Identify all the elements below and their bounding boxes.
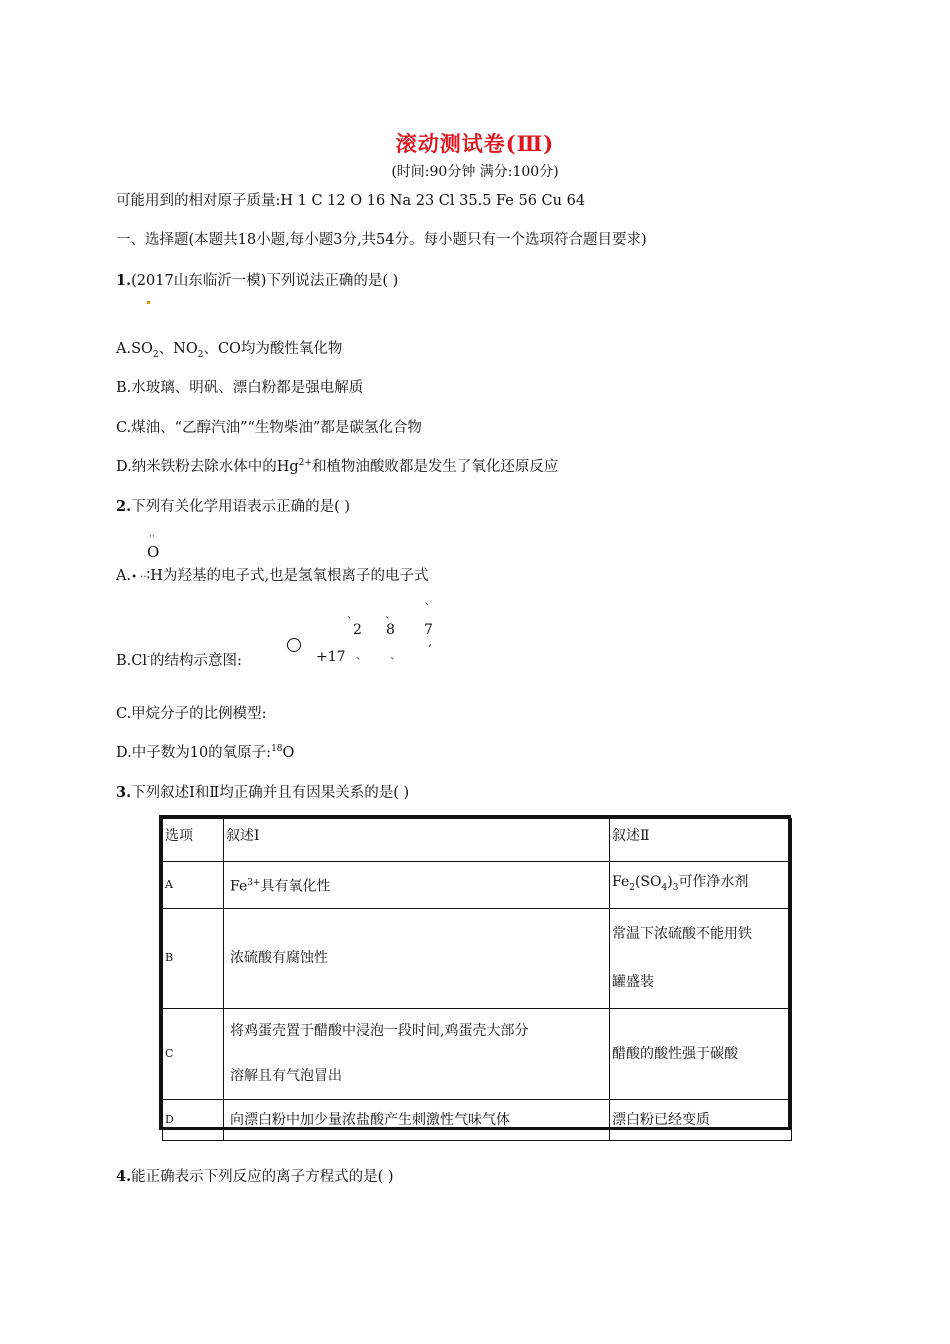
section-heading: 一、选择题(本题共18小题,每小题3分,共54分。每小题只有一个选项符合题目要求) <box>116 232 647 248</box>
question-stem: 能正确表示下列反应的离子方程式的是( ) <box>131 1169 394 1185</box>
q1-option-d: D.纳米铁粉去除水体中的$Hg^{2+}$和植物油酸败都是发生了氧化还原反应 <box>116 458 559 475</box>
q2-option-b: B.Cl-的结构示意图: <box>116 652 242 669</box>
q2-option-d: D.中子数为10的氧原子:$^{18}$O <box>116 744 295 761</box>
atomic-masses: 可能用到的相对原子质量:H 1 C 12 O 16 Na 23 Cl 35.5 Fe 56 Cu 64 <box>116 193 586 209</box>
row-label: D <box>163 1099 224 1140</box>
statement-1: $Fe^{3+}$具有氧化性 <box>224 862 610 909</box>
question-stem: 下列叙述Ⅰ和Ⅱ均正确并且有因果关系的是( ) <box>131 785 410 801</box>
question-3 <box>116 781 409 802</box>
nucleus-circle <box>287 638 301 652</box>
question-number: 1. <box>116 272 132 289</box>
q1-option-c: C.煤油、“乙醇汽油”“生物柴油”都是碳氢化合物 <box>116 420 422 436</box>
question-number: 2. <box>116 498 132 515</box>
statement-1: 浓硫酸有腐蚀性 <box>224 908 610 1008</box>
statement-1: 向漂白粉中加少量浓盐酸产生刺激性气味气体 <box>224 1099 610 1140</box>
q1-option-a: $A.SO_2$、$NO_2$、CO均为酸性氧化物 <box>116 341 343 360</box>
exam-info: (时间:90分钟 满分:100分) <box>391 164 559 180</box>
question-number: 3. <box>116 784 132 801</box>
oxygen-atom: O <box>147 543 160 561</box>
table-row <box>163 862 792 909</box>
table-row <box>163 908 792 1008</box>
row-label: C <box>163 1008 224 1099</box>
q2-option-a: A.• ··∶H为羟基的电子式,也是氢氧根离子的电子式 <box>116 568 429 584</box>
question-number: 4. <box>116 1168 132 1185</box>
statement-2: 常温下浓硫酸不能用铁 罐盛装 <box>610 908 792 1008</box>
q1-option-b: B.水玻璃、明矾、漂白粉都是强电解质 <box>116 380 364 396</box>
row-label: B <box>163 908 224 1008</box>
shell-2-electrons: 8 <box>386 622 395 638</box>
question-stem: (2017山东临沂一模)下列说法正确的是( ) <box>131 273 399 289</box>
table-header: 选项 <box>163 819 224 862</box>
comparison-table <box>159 815 791 1130</box>
statement-1: 将鸡蛋壳置于醋酸中浸泡一段时间,鸡蛋壳大部分 溶解且有气泡冒出 <box>224 1008 610 1099</box>
statement-2: $Fe_2(SO_4)_3$可作净水剂 <box>610 862 792 909</box>
statement-2: 漂白粉已经变质 <box>610 1099 792 1140</box>
question-stem: 下列有关化学用语表示正确的是( ) <box>131 499 351 515</box>
question-1 <box>116 269 398 290</box>
nuclear-charge: +17 <box>316 649 346 665</box>
table-header-row <box>163 819 792 862</box>
shell-3-electrons: 7 <box>424 622 433 638</box>
table-row <box>163 1099 792 1140</box>
table-header: 叙述Ⅰ <box>224 819 610 862</box>
q2-option-c: C.甲烷分子的比例模型: <box>116 706 267 722</box>
lone-pair-dots: ·· <box>149 532 155 542</box>
electron-dots: • ·· <box>131 572 147 583</box>
mark-dot <box>147 301 150 304</box>
question-2 <box>116 495 350 516</box>
statement-2: 醋酸的酸性强于碳酸 <box>610 1008 792 1099</box>
table-row <box>163 1008 792 1099</box>
page-title: 滚动测试卷(Ⅲ) <box>395 131 555 156</box>
shell-1-electrons: 2 <box>353 622 362 638</box>
question-4 <box>116 1165 394 1186</box>
row-label: A <box>163 862 224 909</box>
table-header: 叙述Ⅱ <box>610 819 792 862</box>
